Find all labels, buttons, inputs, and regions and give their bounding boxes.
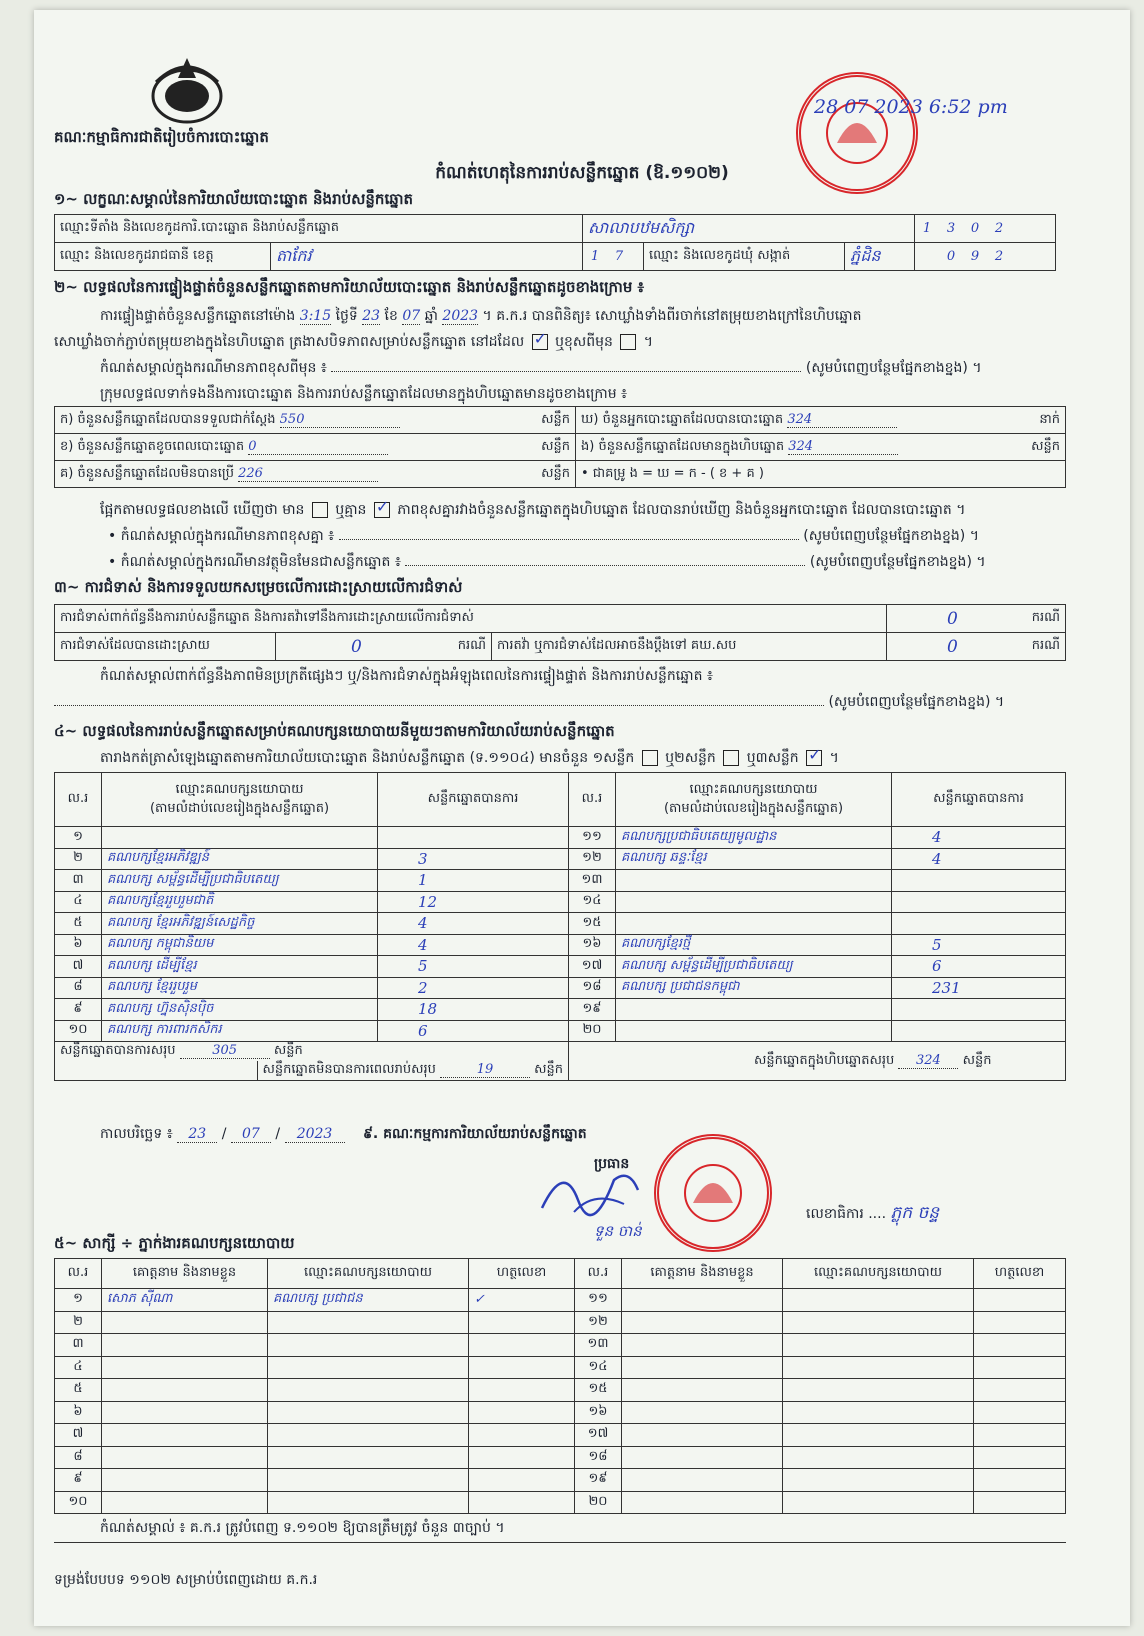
party-votes: 3 xyxy=(378,848,569,870)
one-sheet-checkbox[interactable] xyxy=(642,750,658,766)
party-no: ២០ xyxy=(569,1020,616,1042)
location-code: 1 3 0 2 xyxy=(915,215,1056,243)
witness-party xyxy=(268,1401,469,1424)
witness-name xyxy=(102,1401,268,1424)
appeal-value: 0 xyxy=(887,633,1018,661)
party-votes: 2 xyxy=(378,977,569,999)
complaints-unit: ករណី xyxy=(1017,605,1065,633)
w-col-sign-right: ហត្ថលេខា xyxy=(974,1259,1066,1289)
location-value: សាលាបឋមសិក្សា xyxy=(583,215,915,243)
witness-party xyxy=(268,1446,469,1469)
witness-signature xyxy=(974,1469,1066,1492)
witness-no: ១៥ xyxy=(575,1379,622,1402)
col-votes-left: សន្លឹកឆ្នោតបានការ xyxy=(378,773,569,827)
party-name: គណបក្ស ប្រជាជនកម្ពុជា xyxy=(616,977,892,999)
party-votes: 6 xyxy=(892,956,1066,978)
received-ballots-row: ក) ចំនួនសន្លឹកឆ្នោតដែលបានទទួលជាក់ស្តែង 550 សន្លឹក xyxy=(55,407,576,434)
witness-signature xyxy=(469,1311,575,1334)
party-results-table xyxy=(54,772,1066,1081)
witness-no: ១៣ xyxy=(575,1334,622,1357)
witness-no: ៥ xyxy=(55,1379,102,1402)
witness-name xyxy=(622,1356,783,1379)
party-votes: 1 xyxy=(378,870,569,892)
appeal-label: ការតវ៉ា ឬការជំទាស់ដែលអាចនឹងប្តឹងទៅ គឃ.សប xyxy=(492,633,887,661)
party-votes: 5 xyxy=(378,956,569,978)
witness-row xyxy=(55,1334,1066,1357)
w-col-party-left: ឈ្មោះគណបក្សនយោបាយ xyxy=(268,1259,469,1289)
party-votes: 4 xyxy=(378,934,569,956)
witness-row xyxy=(55,1379,1066,1402)
non-ballot-note: • កំណត់សម្គាល់ក្នុងករណីមានវត្ថុមិនមែនជាសន្លឹកឆ្នោត ៖ (សូមបំពេញបន្ថែមផ្នែកខាងខ្នង) ។ xyxy=(108,554,986,570)
section1-table xyxy=(54,214,1056,271)
party-no: ១៦ xyxy=(569,934,616,956)
witness-party xyxy=(783,1401,974,1424)
party-name: គណបក្សខ្មែររួបរួមជាតិ xyxy=(102,891,378,913)
party-no: ៦ xyxy=(55,934,102,956)
party-votes xyxy=(892,913,1066,935)
section3-title: ៣~ ការជំទាស់ និងការទទួលយកសម្រេចលើការដោះស្រាយលើការជំទាស់ xyxy=(54,578,463,596)
party-no: ១០ xyxy=(55,1020,102,1042)
form-title: កំណត់ហេតុនៃការរាប់សន្លឹកឆ្នោត (ឱ.១១០២) xyxy=(435,163,729,183)
party-name xyxy=(102,827,378,849)
witness-signature xyxy=(974,1356,1066,1379)
witness-no: ១២ xyxy=(575,1311,622,1334)
witness-name xyxy=(622,1446,783,1469)
section5-title: ៥~ សាក្សី ÷ ភ្នាក់ងារគណបក្សនយោបាយ xyxy=(54,1234,295,1252)
stamp-handwritten-note: 28 07 2023 6:52 pm xyxy=(814,96,1008,118)
party-result-row xyxy=(55,999,1066,1021)
witness-no: ១ xyxy=(55,1289,102,1312)
witness-row xyxy=(55,1491,1066,1514)
party-no: ៩ xyxy=(55,999,102,1021)
witness-signature xyxy=(469,1491,575,1514)
witness-party xyxy=(268,1356,469,1379)
col-party-left: ឈ្មោះគណបក្សនយោបាយ (តាមលំដាប់លេខរៀងក្នុងសន្លឹកឆ្នោត) xyxy=(102,773,378,827)
witness-party xyxy=(783,1379,974,1402)
resolved-cell: 0 ករណី xyxy=(276,633,492,661)
official-red-stamp-bottom xyxy=(654,1134,772,1252)
committee-name: គណៈកម្មាធិការជាតិរៀបចំការបោះឆ្នោត xyxy=(54,128,269,146)
commune-value: ភ្នំដិន xyxy=(845,243,915,271)
witness-no: ២ xyxy=(55,1311,102,1334)
party-no: ៣ xyxy=(55,870,102,892)
witness-name xyxy=(102,1469,268,1492)
witness-signature xyxy=(469,1424,575,1447)
witness-signature: ✓ xyxy=(469,1289,575,1312)
witness-signature xyxy=(469,1379,575,1402)
witness-signature xyxy=(974,1334,1066,1357)
party-result-row xyxy=(55,956,1066,978)
witness-signature xyxy=(974,1401,1066,1424)
witness-signature xyxy=(469,1401,575,1424)
nec-emblem-logo xyxy=(146,52,228,128)
party-name: គណបក្ស ការពារកសិករ xyxy=(102,1020,378,1042)
total-valid-cell: សន្លឹកឆ្នោតបានការសរុប 305 សន្លឹក សន្លឹកឆ្នោតមិនបានការពេលរាប់សរុប 19 សន្លឹក xyxy=(55,1042,569,1081)
chairman-name: ទួន ចាន់ xyxy=(594,1222,642,1240)
col-no-left: ល.រ xyxy=(55,773,102,827)
commune-code: 0 9 2 xyxy=(915,243,1056,271)
witness-name xyxy=(622,1311,783,1334)
witness-name xyxy=(622,1289,783,1312)
witness-signature xyxy=(469,1469,575,1492)
witness-signature xyxy=(974,1491,1066,1514)
party-result-row xyxy=(55,848,1066,870)
secretary-line: លេខាធិការ .... ភ្លុក ចន្ទ xyxy=(806,1203,940,1223)
witness-name xyxy=(102,1379,268,1402)
party-result-row xyxy=(55,977,1066,999)
total-box-cell: សន្លឹកឆ្នោតក្នុងហិបឆ្នោតសរុប 324 សន្លឹក xyxy=(569,1042,1066,1081)
witness-no: ៧ xyxy=(55,1424,102,1447)
party-no: ១៧ xyxy=(569,956,616,978)
irregularities-fill-line: (សូមបំពេញបន្ថែមផ្នែកខាងខ្នង) ។ xyxy=(54,692,1110,713)
box-ballots-row: ង) ចំនួនសន្លឹកឆ្នោតដែលមានក្នុងហិបឆ្នោត 324 សន្លឹក xyxy=(576,434,1066,461)
three-sheets-checkbox[interactable]: ✓ xyxy=(808,745,822,764)
copies-note: កំណត់សម្គាល់ ៖ គ.ក.រ ត្រូវបំពេញ ទ.១១០២ ឱ្យបានត្រឹមត្រូវ ចំនួន ៣ច្បាប់ ។ xyxy=(100,1520,505,1536)
chairman-signature xyxy=(534,1160,644,1220)
witness-party xyxy=(268,1379,469,1402)
party-name: គណបក្សខ្មែរថ្មី xyxy=(616,934,892,956)
total-invalid: សន្លឹកឆ្នោតមិនបានការពេលរាប់សរុប 19 សន្លឹក xyxy=(257,1061,563,1080)
witness-party xyxy=(268,1311,469,1334)
w-col-no-right: ល.រ xyxy=(575,1259,622,1289)
party-result-row xyxy=(55,891,1066,913)
witness-signature xyxy=(469,1334,575,1357)
has-difference-checkbox[interactable] xyxy=(312,502,328,518)
witness-name xyxy=(622,1424,783,1447)
party-no: ១ xyxy=(55,827,102,849)
witness-party xyxy=(783,1424,974,1447)
tally-sheet-count-line: តារាងកត់ត្រាសំឡេងឆ្នោតតាមការិយាល័យបោះឆ្នោត និងរាប់សន្លឹកឆ្នោត (ទ.១១០៤) មានចំនួន ១សន្លឹក ឬ២សន្លឹក ឬ៣សន្លឹក ✓ ។ xyxy=(100,745,839,766)
chairman-label: ប្រធាន xyxy=(594,1156,630,1172)
party-name: គណបក្ស កម្ពុជានិយម xyxy=(102,934,378,956)
witness-party xyxy=(268,1424,469,1447)
party-name: គណបក្សប្រជាធិបតេយ្យមូលដ្ឋាន xyxy=(616,827,892,849)
difference-note-line: កំណត់សម្គាល់ក្នុងករណីមានភាពខុសពីមុន ៖ (សូមបំពេញបន្ថែមផ្នែកខាងខ្នង) ។ xyxy=(100,360,982,376)
party-votes: 6 xyxy=(378,1020,569,1042)
party-votes xyxy=(892,1020,1066,1042)
location-label: ឈ្មោះទីតាំង និងលេខកូដការិ.បោះឆ្នោត និងរាប់សន្លឹកឆ្នោត xyxy=(55,215,583,243)
witness-name xyxy=(102,1446,268,1469)
witness-table xyxy=(54,1258,1066,1514)
province-value: តាកែវ xyxy=(271,243,583,271)
witness-signature xyxy=(974,1311,1066,1334)
witness-party xyxy=(783,1334,974,1357)
w-col-name-right: គោត្តនាម និងនាមខ្លួន xyxy=(622,1259,783,1289)
party-name: គណបក្ស ខ្មែររួបរួម xyxy=(102,977,378,999)
party-votes: 4 xyxy=(378,913,569,935)
witness-party xyxy=(268,1491,469,1514)
section1-title: ១~ លក្ខណៈសម្គាល់នៃការិយាល័យបោះឆ្នោត និងរាប់សន្លឹកឆ្នោត xyxy=(54,190,414,208)
party-votes: 18 xyxy=(378,999,569,1021)
form-footer: ទម្រង់បែបបទ ១១០២ សម្រាប់បំពេញដោយ គ.ក.រ xyxy=(54,1572,318,1588)
witness-row xyxy=(55,1424,1066,1447)
col-no-right: ល.រ xyxy=(569,773,616,827)
party-name xyxy=(616,1020,892,1042)
formula-cell: • ជាគម្រូ ង = ឃ = ក - ( ខ + គ ) xyxy=(576,461,1066,488)
party-name: គណបក្ស ហ្វ៊ុនស៊ិនប៉ិច xyxy=(102,999,378,1021)
two-sheets-checkbox[interactable] xyxy=(723,750,739,766)
irregularities-note: កំណត់សម្គាល់ពាក់ព័ន្ធនឹងភាពមិនប្រក្រតីផ្សេងៗ ឬ/និងការជំទាស់ក្នុងអំឡុងពេលនៃការផ្ទៀងផ្ទាត់ និងការរាប់សន្លឹកឆ្នោត ៖ xyxy=(100,668,714,684)
party-name: គណបក្សខ្មែរអភិវឌ្ឍន៍ xyxy=(102,848,378,870)
witness-party xyxy=(783,1311,974,1334)
party-no: ១៤ xyxy=(569,891,616,913)
witness-no: ១៤ xyxy=(575,1356,622,1379)
party-no: ១៥ xyxy=(569,913,616,935)
witness-no: ១០ xyxy=(55,1491,102,1514)
witness-party xyxy=(268,1469,469,1492)
witness-party xyxy=(783,1446,974,1469)
resolved-label: ការជំទាស់ដែលបានដោះស្រាយ xyxy=(55,633,276,661)
party-name: គណបក្ស សម្ព័ន្ធដើម្បីប្រជាធិបតេយ្យ xyxy=(102,870,378,892)
witness-name xyxy=(622,1491,783,1514)
witness-row xyxy=(55,1311,1066,1334)
witness-name xyxy=(622,1334,783,1357)
witness-name xyxy=(102,1424,268,1447)
witness-party xyxy=(783,1289,974,1312)
unchanged-checkbox[interactable]: ✓ xyxy=(533,329,548,348)
witness-name xyxy=(102,1334,268,1357)
party-votes xyxy=(892,870,1066,892)
footer-divider xyxy=(54,1542,1066,1543)
witness-name xyxy=(102,1491,268,1514)
witness-no: ៦ xyxy=(55,1401,102,1424)
w-col-name-left: គោត្តនាម និងនាមខ្លួន xyxy=(102,1259,268,1289)
witness-party xyxy=(783,1491,974,1514)
voters-row: ឃ) ចំនួនអ្នកបោះឆ្នោតដែលបានបោះឆ្នោត 324 នាក់ xyxy=(576,407,1066,434)
party-votes: 4 xyxy=(892,827,1066,849)
commune-label: ឈ្មោះ និងលេខកូដឃុំ សង្កាត់ xyxy=(644,243,845,271)
complaints-table xyxy=(54,604,1066,661)
party-name xyxy=(616,891,892,913)
party-name xyxy=(616,913,892,935)
party-votes: 4 xyxy=(892,848,1066,870)
witness-row xyxy=(55,1356,1066,1379)
witness-no: ១១ xyxy=(575,1289,622,1312)
col-votes-right: សន្លឹកឆ្នោតបានការ xyxy=(892,773,1066,827)
w-col-sign-left: ហត្ថលេខា xyxy=(469,1259,575,1289)
complaints-value: 0 xyxy=(887,605,1018,633)
section2-title: ២~ លទ្ធផលនៃការផ្ទៀងផ្ទាត់ចំនួនសន្លឹកឆ្នោតតាមការិយាល័យបោះឆ្នោត និងរាប់សន្លឹកឆ្នោតដូចខាងក្រោម ៖ xyxy=(54,278,645,296)
verification-line-2: សោឃ្លាំងចាក់ភ្ជាប់តម្រុយខាងក្នុងនៃហិបឆ្នោត ត្រងាសបិទភាពសម្រាប់សន្លឹកឆ្នោត នៅដដែល ✓ ឬខុសពីមុន ។ xyxy=(54,329,654,350)
party-no: ៥ xyxy=(55,913,102,935)
witness-name: សោភ ស៊ីណា xyxy=(102,1289,268,1312)
document-page xyxy=(34,10,1130,1626)
official-red-stamp-top xyxy=(796,72,918,194)
party-name: គណបក្ស ឆន្ទៈខ្មែរ xyxy=(616,848,892,870)
section4-title: ៤~ លទ្ធផលនៃការរាប់សន្លឹកឆ្នោតសម្រាប់គណបក្សនយោបាយនីមួយៗតាមការិយាល័យរាប់សន្លឹកឆ្នោត xyxy=(54,722,615,740)
witness-no: ១៨ xyxy=(575,1446,622,1469)
witness-name xyxy=(102,1311,268,1334)
party-no: ៤ xyxy=(55,891,102,913)
party-no: ៧ xyxy=(55,956,102,978)
w-col-no-left: ល.រ xyxy=(55,1259,102,1289)
results-intro: ក្រុមលទ្ធផលទាក់ទងនឹងការបោះឆ្នោត និងការរាប់សន្លឹកឆ្នោតដែលមានក្នុងហិបឆ្នោតមានដូចខាងក្រោម ៖ xyxy=(100,386,628,402)
witness-party xyxy=(268,1334,469,1357)
party-name: គណបក្ស ខ្មែរអភិវឌ្ឍន៍សេដ្ឋកិច្ច xyxy=(102,913,378,935)
party-name xyxy=(616,870,892,892)
party-result-row xyxy=(55,870,1066,892)
province-label: ឈ្មោះ និងលេខកូដរាជធានី ខេត្ត xyxy=(55,243,271,271)
party-votes: 12 xyxy=(378,891,569,913)
witness-no: ៩ xyxy=(55,1469,102,1492)
difference-check-line: ផ្អែកតាមលទ្ធផលខាងលើ ឃើញថា មាន ឬគ្មាន ✓ ភាពខុសគ្នារវាងចំនួនសន្លឹកឆ្នោតក្នុងហិបឆ្នោត ដែលបានរាប់ឃើញ និងចំនួនអ្នកបោះឆ្នោត ដែលបានបោះឆ្នោត ។ xyxy=(100,497,966,518)
witness-row xyxy=(55,1289,1066,1312)
witness-no: ១៦ xyxy=(575,1401,622,1424)
witness-no: ១៧ xyxy=(575,1424,622,1447)
party-votes xyxy=(378,827,569,849)
party-no: ១១ xyxy=(569,827,616,849)
party-no: ១៨ xyxy=(569,977,616,999)
party-votes xyxy=(892,891,1066,913)
witness-name xyxy=(622,1469,783,1492)
date-line: កាលបរិច្ឆេទ ៖ 23 / 07 / 2023 ៩. គណៈកម្មការការិយាល័យរាប់សន្លឹកឆ្នោត xyxy=(100,1126,587,1142)
witness-row xyxy=(55,1401,1066,1424)
witness-party xyxy=(783,1469,974,1492)
party-no: ១៩ xyxy=(569,999,616,1021)
witness-row xyxy=(55,1446,1066,1469)
witness-signature xyxy=(974,1446,1066,1469)
changed-checkbox[interactable] xyxy=(620,334,636,350)
party-name: គណបក្ស សម្ព័ន្ធដើម្បីប្រជាធិបតេយ្យ xyxy=(616,956,892,978)
party-votes: 231 xyxy=(892,977,1066,999)
witness-no: ២០ xyxy=(575,1491,622,1514)
province-code: 1 7 xyxy=(583,243,644,271)
party-no: ១៣ xyxy=(569,870,616,892)
witness-name xyxy=(622,1379,783,1402)
complaints-label: ការជំទាស់ពាក់ព័ន្ធនឹងការរាប់សន្លឹកឆ្នោត និងការតវ៉ាទៅនឹងការដោះស្រាយលើការជំទាស់ xyxy=(55,605,887,633)
no-difference-checkbox[interactable]: ✓ xyxy=(375,497,390,516)
party-votes: 5 xyxy=(892,934,1066,956)
party-no: ២ xyxy=(55,848,102,870)
party-name xyxy=(616,999,892,1021)
witness-no: ៨ xyxy=(55,1446,102,1469)
difference-note: • កំណត់សម្គាល់ក្នុងករណីមានភាពខុសគ្នា ៖ (សូមបំពេញបន្ថែមផ្នែកខាងខ្នង) ។ xyxy=(108,528,979,544)
ballot-count-table xyxy=(54,406,1066,488)
witness-name xyxy=(622,1401,783,1424)
w-col-party-right: ឈ្មោះគណបក្សនយោបាយ xyxy=(783,1259,974,1289)
witness-no: ៣ xyxy=(55,1334,102,1357)
party-result-row xyxy=(55,1020,1066,1042)
witness-signature xyxy=(974,1379,1066,1402)
witness-signature xyxy=(974,1289,1066,1312)
party-result-row xyxy=(55,934,1066,956)
verification-line-1: ការផ្ទៀងផ្ទាត់ចំនួនសន្លឹកឆ្នោតនៅម៉ោង 3:15 ថ្ងៃទី 23 ខែ 07 ឆ្នាំ 2023 ។ គ.ក.រ បានពិនិត្យ៖ សោឃ្លាំងទាំងពីរចាក់នៅតម្រុយខាងក្រៅនៃហិបឆ្នោត xyxy=(100,308,862,324)
party-result-row xyxy=(55,827,1066,849)
witness-signature xyxy=(974,1424,1066,1447)
witness-no: ១៩ xyxy=(575,1469,622,1492)
witness-row xyxy=(55,1469,1066,1492)
unused-ballots-row: គ) ចំនួនសន្លឹកឆ្នោតដែលមិនបានប្រើ 226 សន្លឹក xyxy=(55,461,576,488)
appeal-unit: ករណី xyxy=(1017,633,1065,661)
witness-party: គណបក្ស ប្រជាជន xyxy=(268,1289,469,1312)
witness-signature xyxy=(469,1356,575,1379)
witness-party xyxy=(783,1356,974,1379)
party-result-row xyxy=(55,913,1066,935)
col-party-right: ឈ្មោះគណបក្សនយោបាយ (តាមលំដាប់លេខរៀងក្នុងសន្លឹកឆ្នោត) xyxy=(616,773,892,827)
witness-signature xyxy=(469,1446,575,1469)
party-name: គណបក្ស ដើម្បីខ្មែរ xyxy=(102,956,378,978)
party-no: ៨ xyxy=(55,977,102,999)
witness-no: ៤ xyxy=(55,1356,102,1379)
spoiled-ballots-row: ខ) ចំនួនសន្លឹកឆ្នោតខូចពេលបោះឆ្នោត 0 សន្លឹក xyxy=(55,434,576,461)
witness-name xyxy=(102,1356,268,1379)
party-no: ១២ xyxy=(569,848,616,870)
party-votes xyxy=(892,999,1066,1021)
